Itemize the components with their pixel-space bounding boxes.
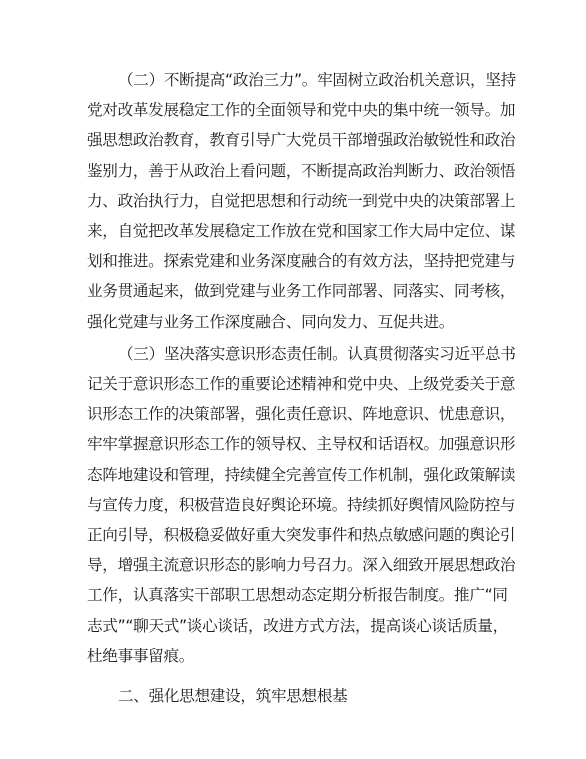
document-body	[87, 65, 517, 711]
paragraph-ideology-responsibility: （三）坚决落实意识形态责任制。认真贯彻落实习近平总书记关于意识形态工作的重要论述精神和党中央、上级党委关于意识形态工作的决策部署，强化责任意识、阵地意识、忧患意识，牢牢掌握意识形态工作的领导权、主导权和话语权。加强意识形态阵地建设和管理，持续健全完善宣传工作机制，强化政策解读与宣传力度，积极营造良好舆论环境。持续抓好舆情风险防控与正向引导，积极稳妥做好重大突发事件和热点敏感问题的舆论引导，增强主流意识形态的影响力号召力。深入细致开展思想政治工作，认真落实干部职工思想动态定期分析报告制度。推广“同志式”“聊天式”谈心谈话，改进方式方法，提高谈心谈话质量，杜绝事事留痕。	[87, 344, 516, 665]
paragraph-political-capacity: （二）不断提高“政治三力”。牢固树立政治机关意识，坚持党对改革发展稳定工作的全面领导和党中央的集中统一领导。加强思想政治教育，教育引导广大党员干部增强政治敏锐性和政治鉴别力，善于从政治上看问题，不断提高政治判断力、政治领悟力、政治执行力，自觉把思想和行动统一到党中央的决策部署上来，自觉把改革发展稳定工作放在党和国家工作大局中定位、谋划和推进。探索党建和业务深度融合的有效方法，坚持把党建与业务贯通起来，做到党建与业务工作同部署、同落实、同考核，强化党建与业务工作深度融合、同向发力、互促共进。	[87, 71, 516, 331]
section-heading: 二、强化思想建设，筑牢思想根基	[118, 687, 348, 706]
